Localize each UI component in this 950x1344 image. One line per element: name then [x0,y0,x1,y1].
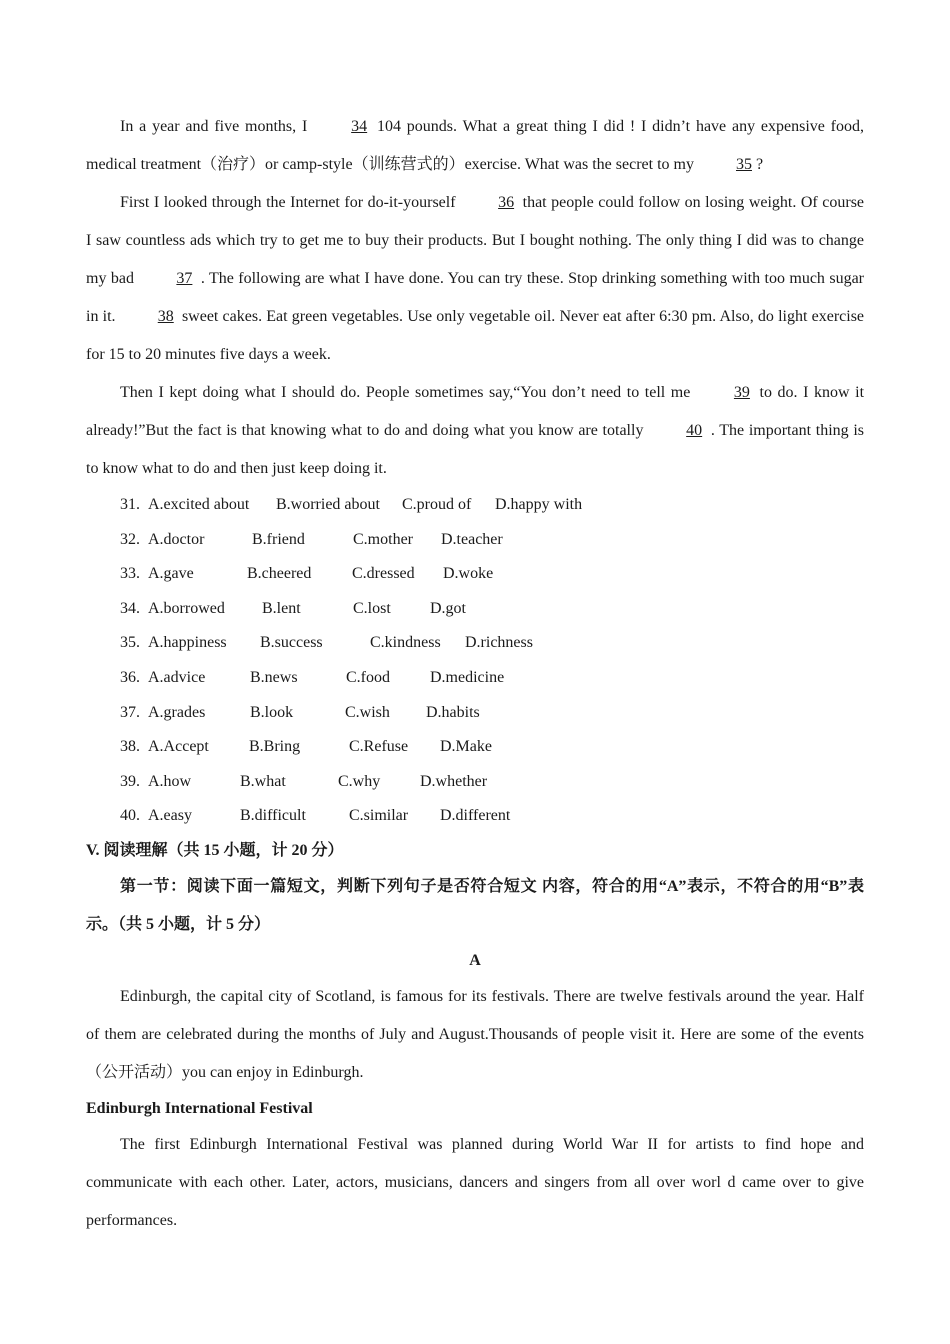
option-c: C.mother [353,530,413,548]
option-c: C.why [338,772,381,790]
text: ? [755,156,764,173]
section-instruction: 第一节：阅读下面一篇短文，判断下列句子是否符合短文 内容，符合的用“A”表示，不符合的用“B”表示。（共 5 小题，计 5 分） [86,877,864,933]
text: . The following are what I have done. You can try these. Stop drinking something with too much sugar in it. [86,270,864,325]
option-b: B.friend [252,530,305,548]
option-d: D.got [430,599,466,617]
blank-36: 36 [498,194,515,211]
option-a: A.grades [148,703,206,721]
option-b: B.success [260,634,323,652]
option-row-36 [86,661,864,696]
option-b: B.cheered [247,565,312,583]
options-list [86,488,864,834]
option-a: A.easy [148,807,192,825]
option-row-31 [86,488,864,523]
blank-38: 38 [157,308,174,325]
option-c: C.lost [353,599,391,617]
option-b: B.look [250,703,294,721]
option-row-35 [86,626,864,661]
reading-body: The first Edinburgh International Festival was planned during World War II for artists to find hope and communicate with each other. Later, actors, musicians, dancers and singers from all over worl d came over to give performances. [86,1135,864,1229]
option-row-38 [86,730,864,765]
option-c: C.Refuse [349,738,409,756]
section-heading: V. 阅读理解（共 15 小题，计 20 分） [86,841,344,859]
option-b: B.news [250,668,298,686]
text: that people could follow on losing weight. Of course I saw countless ads which try to get me to buy their products. But I bought nothing. The only thing I did was to change my bad [86,194,865,287]
question-number: 33. [120,565,140,583]
option-row-40 [86,799,864,834]
option-c: C.food [346,668,390,686]
option-b: B.difficult [240,807,306,825]
blank-34: 34 [351,118,368,135]
passage-paragraph-3 [86,374,864,488]
text: to do. I know it already!”But the fact is that knowing what to do and doing what you know are totally [86,384,865,439]
option-d: D.whether [420,772,488,790]
document-page [86,108,864,1240]
text: First I looked through the Internet for do-it-yourself [120,194,456,211]
option-a: A.happiness [148,634,227,652]
question-number: 36. [120,668,140,686]
option-c: C.kindness [370,634,441,652]
question-number: 35. [120,634,140,652]
option-c: C.proud of [402,496,472,513]
text: 104 pounds. What a great thing I did ! I didn’t have any expensive food, medical treatment（治疗）or camp-style（训练营式的）exercise. What was the secret to my [86,118,865,173]
question-number: 32. [120,530,140,548]
option-d: D.richness [465,634,533,652]
reading-intro: Edinburgh, the capital city of Scotland, is famous for its festivals. There are twelve festivals around the year. Half of them are celebrated during the months of July and August.Thousands of people visit it. Here are some of the events（公开活动）you can enjoy in Edinburgh. [86,987,864,1081]
question-number: 31. [120,496,140,513]
option-a: A.excited about [148,496,250,513]
option-b: B.worried about [276,496,380,513]
option-row-32 [86,523,864,558]
option-d: D.teacher [441,530,503,548]
option-a: A.advice [148,668,206,686]
passage-paragraph-1 [86,108,864,184]
option-d: D.habits [426,703,480,721]
option-c: C.similar [349,807,409,825]
option-a: A.borrowed [148,599,225,617]
text: sweet cakes. Eat green vegetables. Use only vegetable oil. Never eat after 6:30 pm. Also, do light exercise for 15 to 20 minutes five days a week. [86,308,865,363]
option-a: A.how [148,772,192,790]
option-row-33 [86,557,864,592]
passage-paragraph-2 [86,184,864,374]
text: . The important thing is to know what to do and then just keep doing it. [86,422,865,477]
blank-39: 39 [733,384,750,401]
option-d: D.happy with [495,496,583,513]
option-b: B.lent [262,599,301,617]
passage-letter: A [469,951,481,969]
question-number: 38. [120,738,140,756]
option-row-39 [86,765,864,800]
option-row-34 [86,592,864,627]
option-b: B.Bring [249,738,301,756]
blank-37: 37 [176,270,193,287]
option-c: C.dressed [352,565,415,583]
option-d: D.Make [440,738,492,756]
text: In a year and five months, I [120,118,308,135]
question-number: 39. [120,772,140,790]
option-d: D.woke [443,565,494,583]
reading-subtitle: Edinburgh International Festival [86,1099,313,1117]
option-row-37 [86,696,864,731]
option-a: A.Accept [148,738,209,756]
question-number: 40. [120,807,140,825]
option-d: D.different [440,807,511,825]
option-b: B.what [240,772,286,790]
option-a: A.gave [148,565,194,583]
text: Then I kept doing what I should do. People sometimes say,“You don’t need to tell me [120,384,691,401]
option-c: C.wish [345,703,390,721]
option-a: A.doctor [148,530,205,548]
blank-40: 40 [686,422,703,439]
question-number: 37. [120,703,140,721]
question-number: 34. [120,599,140,617]
blank-35: 35 [735,156,752,173]
option-d: D.medicine [430,668,505,686]
